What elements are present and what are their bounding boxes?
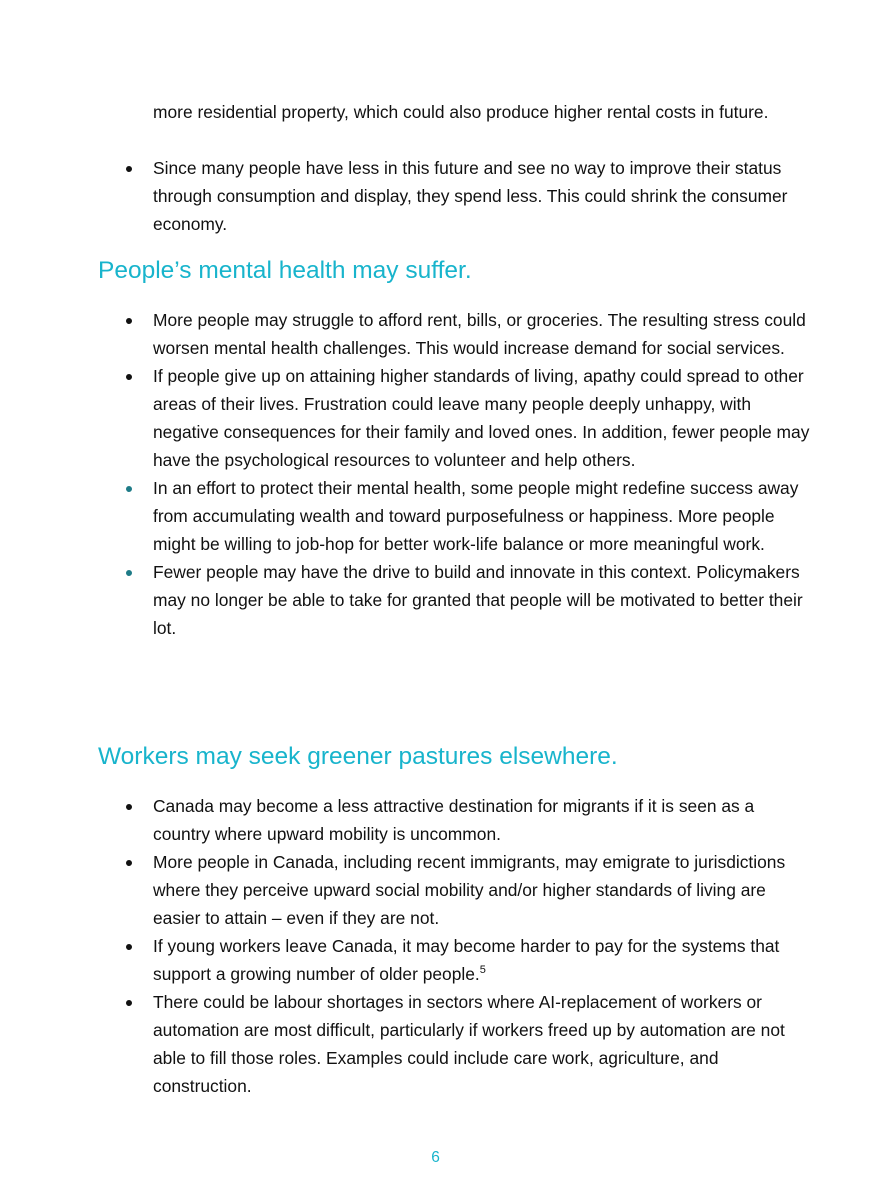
list-item [0,474,871,558]
bullet-icon [126,486,132,492]
bullet-icon [126,374,132,380]
list-item [0,848,871,932]
bullet-icon [126,804,132,810]
list-item-text: There could be labour shortages in sectors where AI-replacement of workers or automation are most difficult, particularly if workers freed up by automation are not able to fill those roles. Examples could include care work, agriculture, and construction. [153,992,785,1096]
bullet-icon [126,570,132,576]
list-item-text: In an effort to protect their mental health, some people might redefine success away from accumulating wealth and toward purposefulness or happiness. More people might be willing to job-hop for better work-life balance or more meaningful work. [153,478,799,554]
section-heading-workers: Workers may seek greener pastures elsewhere. [98,743,618,770]
list-item-text: More people in Canada, including recent immigrants, may emigrate to jurisdictions where they perceive upward social mobility and/or higher standards of living are easier to attain – even if they are not. [153,852,786,928]
list-item-text: If young workers leave Canada, it may become harder to pay for the systems that support a growing number of older people. [153,936,780,984]
list-item-text: More people may struggle to afford rent, bills, or groceries. The resulting stress could worsen mental health challenges. This would increase demand for social services. [153,310,806,358]
list-item-text: Since many people have less in this future and see no way to improve their status through consumption and display, they spend less. This could shrink the consumer economy. [153,158,788,234]
workers-bullet-list [0,792,871,1100]
list-item-text: Canada may become a less attractive destination for migrants if it is seen as a country where upward mobility is uncommon. [153,796,755,844]
page-number: 6 [431,1149,440,1166]
list-item-text: Fewer people may have the drive to build and innovate in this context. Policymakers may no longer be able to take for granted that people will be motivated to better their lot. [153,562,803,638]
bullet-icon [126,318,132,324]
list-item [0,558,871,642]
list-item [0,306,871,362]
section-heading-mental-health: People’s mental health may suffer. [98,257,472,284]
footnote-reference[interactable]: 5 [479,964,486,977]
intro-bullet-list [0,154,871,238]
bullet-icon [126,944,132,950]
list-item [0,988,871,1100]
list-item-text: If people give up on attaining higher standards of living, apathy could spread to other areas of their lives. Frustration could leave many people deeply unhappy, with negative consequences for their family and loved ones. In addition, fewer people may have the psychological resources to volunteer and help others. [153,366,810,470]
mental-health-bullet-list [0,306,871,642]
continued-paragraph: more residential property, which could also produce higher rental costs in future. [153,102,769,122]
bullet-icon [126,166,132,172]
list-item [0,792,871,848]
bullet-icon [126,860,132,866]
list-item [0,154,871,238]
list-item [0,362,871,474]
bullet-icon [126,1000,132,1006]
list-item [0,932,871,988]
